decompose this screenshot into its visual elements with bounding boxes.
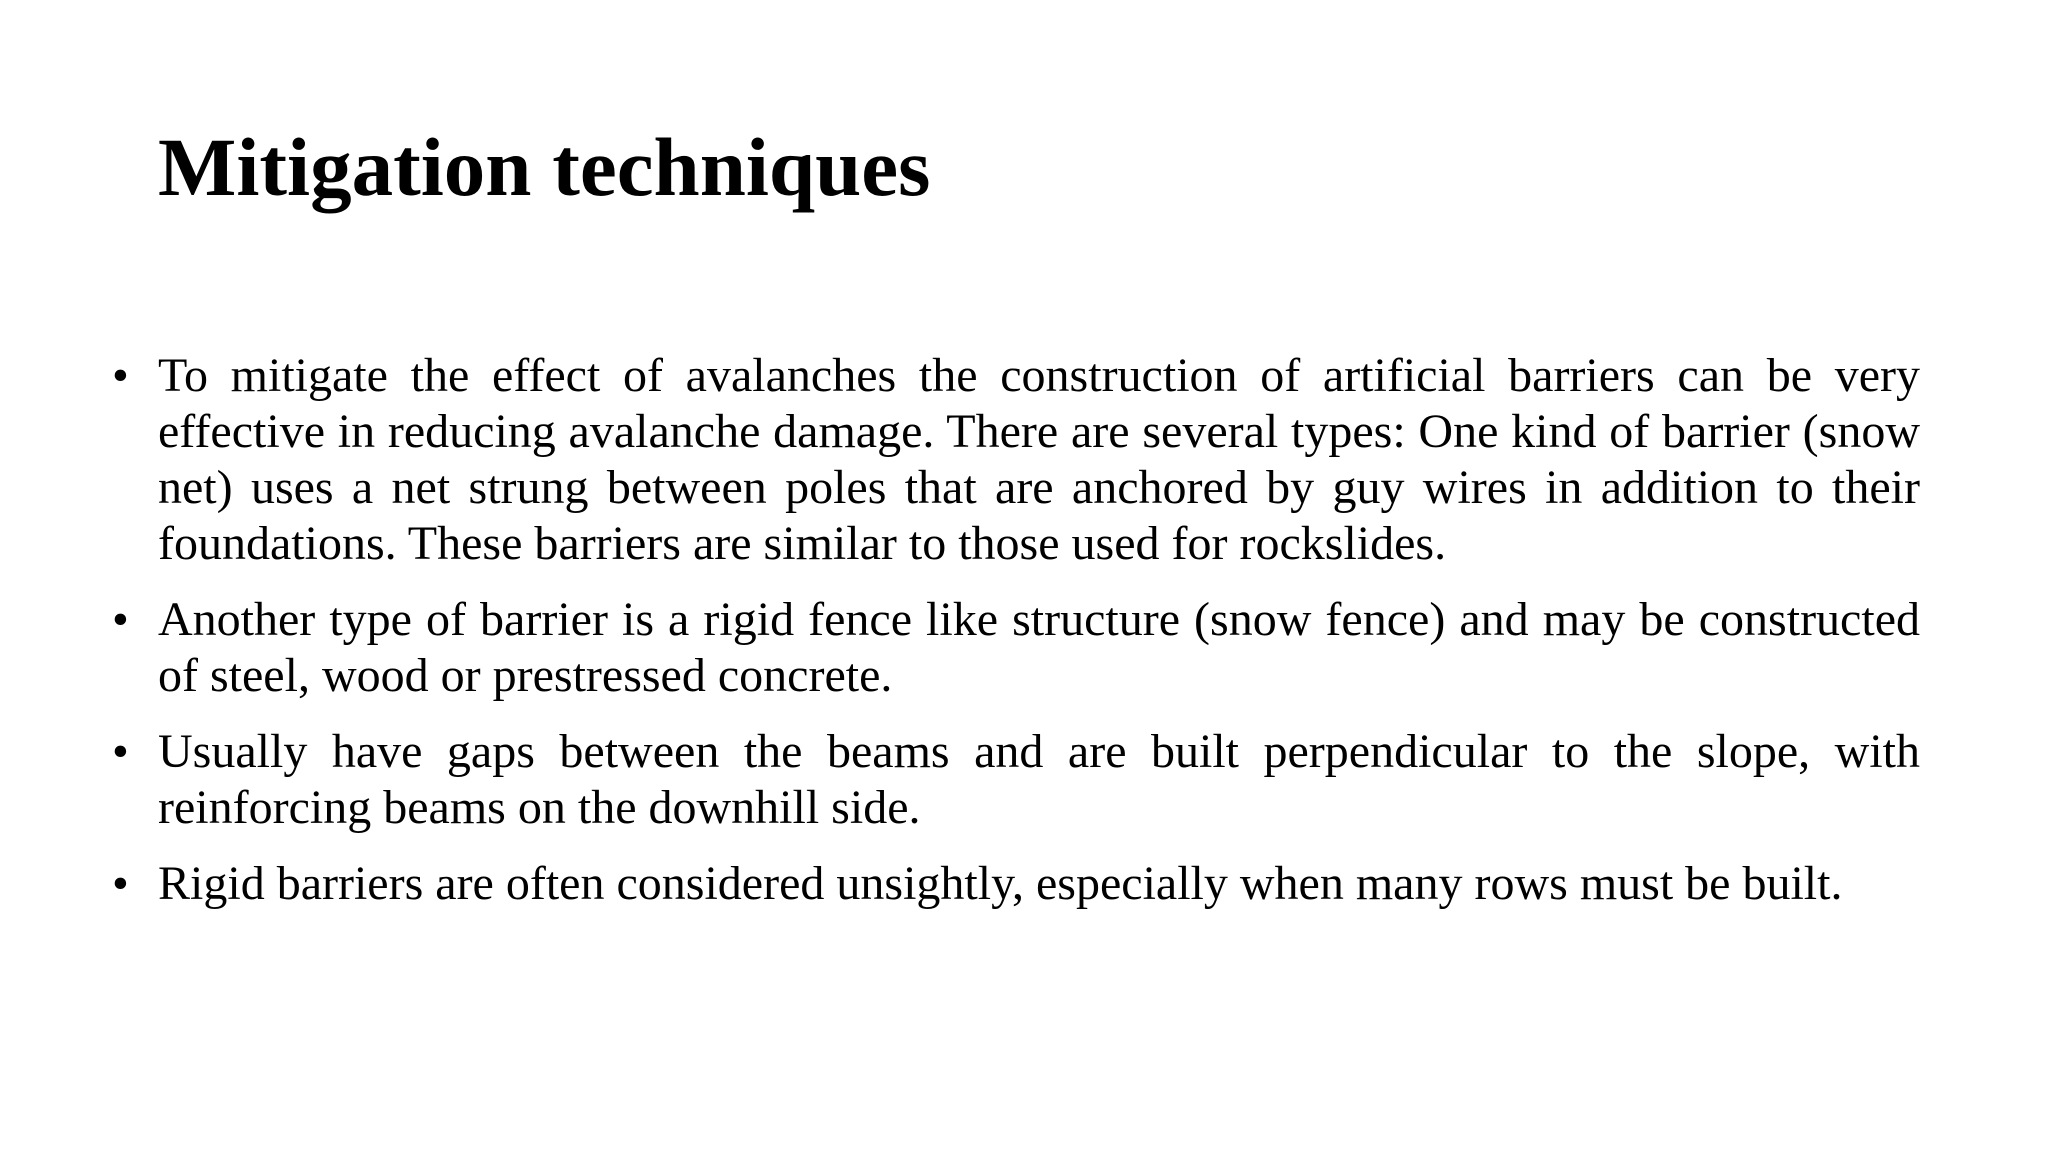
bullet-list	[112, 348, 1920, 932]
bullet-item-4	[112, 856, 1920, 912]
bullet-icon: •	[112, 349, 129, 402]
slide-title: Mitigation techniques	[158, 121, 931, 213]
bullet-item-1	[112, 348, 1920, 572]
bullet-icon: •	[112, 593, 129, 646]
bullet-item-3	[112, 724, 1920, 836]
bullet-text: Another type of barrier is a rigid fence like structure (snow fence) and may be constructed of steel, wood or prestressed concrete.	[158, 593, 1920, 702]
bullet-icon: •	[112, 857, 129, 910]
bullet-text: Rigid barriers are often considered unsightly, especially when many rows must be built.	[158, 857, 1843, 910]
bullet-icon: •	[112, 725, 129, 778]
bullet-text: Usually have gaps between the beams and are built perpendicular to the slope, with reinforcing beams on the downhill side.	[158, 725, 1920, 834]
bullet-text: To mitigate the effect of avalanches the construction of artificial barriers can be very effective in reducing avalanche damage. There are several types: One kind of barrier (snow net) uses a net strung between poles that are anchored by guy wires in addition to their foundations. These barriers are similar to those used for rockslides.	[158, 349, 1920, 570]
bullet-item-2	[112, 592, 1920, 704]
